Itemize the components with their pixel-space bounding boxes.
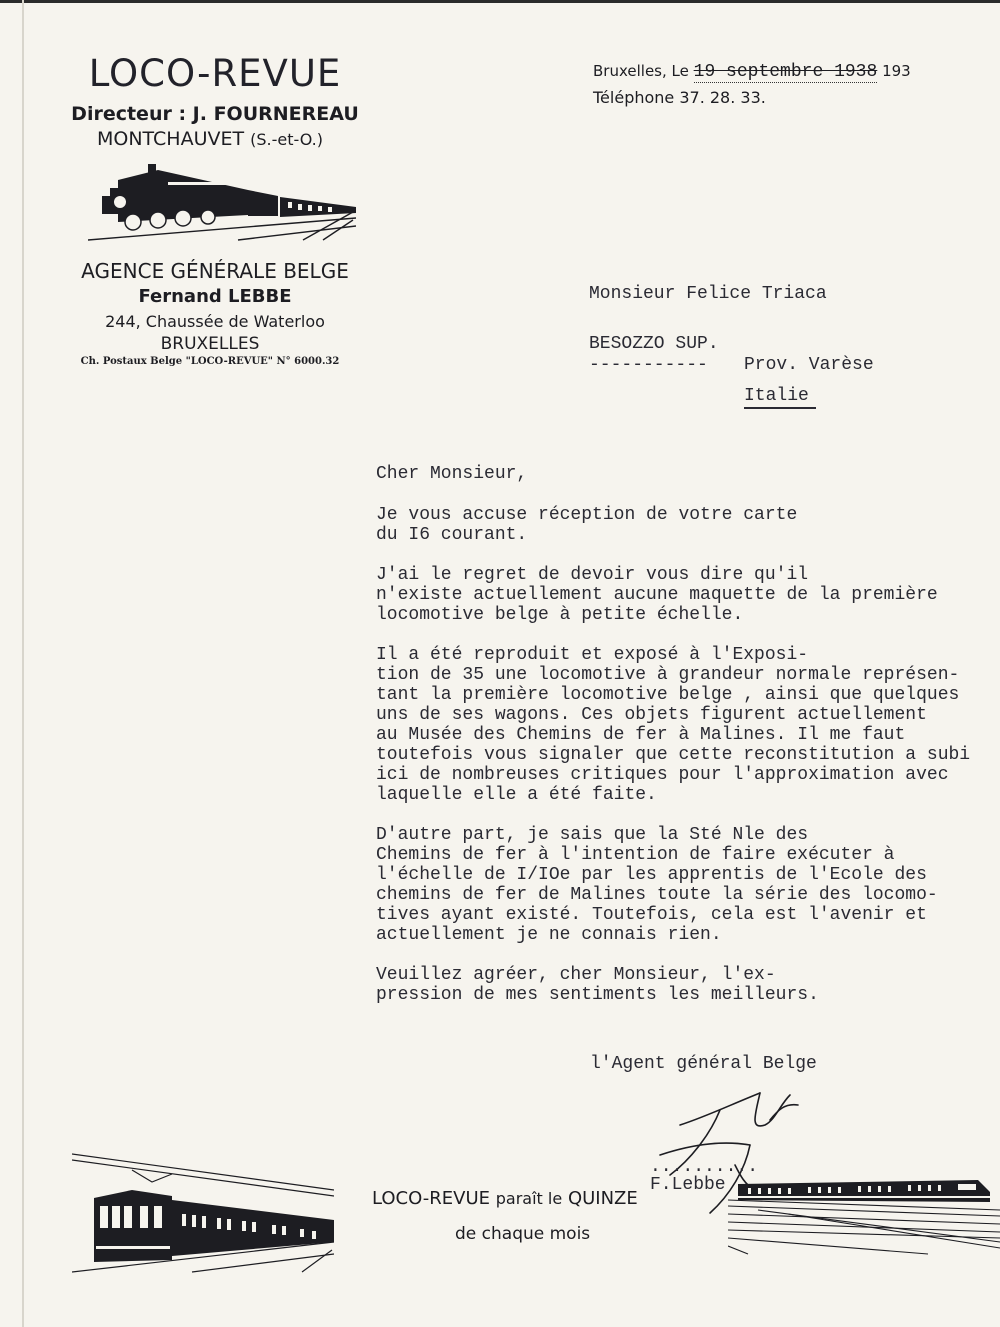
- salutation: Cher Monsieur,: [376, 464, 528, 484]
- closing-title: l'Agent général Belge: [590, 1054, 817, 1074]
- signature-dots: ..........: [650, 1157, 759, 1177]
- letterhead-director: Directeur : J. FOURNEREAU: [71, 103, 359, 125]
- body-line: J'ai le regret de devoir vous dire qu'il: [376, 565, 809, 585]
- postal-account: Ch. Postaux Belge "LOCO-REVUE" N° 6000.32: [80, 356, 340, 367]
- signature-name: F.Lebbe: [650, 1175, 726, 1195]
- electric-train-illustration: [72, 1150, 334, 1275]
- typed-date: 19 septembre 1938: [693, 62, 878, 82]
- body-line: ici de nombreuses critiques pour l'approximation avec: [376, 765, 949, 785]
- page-edge: [22, 0, 24, 1327]
- recipient-province: Prov. Varèse: [744, 355, 874, 375]
- body-line: laquelle elle a été faite.: [376, 785, 657, 805]
- agency-city: BRUXELLES: [160, 334, 260, 354]
- body-line: l'échelle de I/IOe par les apprentis de l'Ecole des: [376, 865, 927, 885]
- body-line: Chemins de fer à l'intention de faire exécuter à: [376, 845, 895, 865]
- body-line: actuellement je ne connais rien.: [376, 925, 722, 945]
- body-line: du I6 courant.: [376, 525, 528, 545]
- footer-publication-line: [372, 1188, 638, 1209]
- body-line: tant la première locomotive belge , ainsi que quelques: [376, 685, 960, 705]
- body-line: Il a été reproduit et exposé à l'Exposi-: [376, 645, 809, 665]
- recipient-name: Monsieur Felice Triaca: [589, 284, 827, 304]
- phone-number: Téléphone 37. 28. 33.: [593, 88, 766, 107]
- train-on-tracks-illustration: [728, 1170, 1000, 1255]
- footer-brand: LOCO-REVUE: [372, 1188, 491, 1209]
- agency-agent-name: Fernand LEBBE: [138, 286, 292, 307]
- body-line: locomotive belge à petite échelle.: [376, 605, 744, 625]
- footer-quinze: QUINZE: [567, 1188, 638, 1209]
- body-line: Veuillez agréer, cher Monsieur, l'ex-: [376, 965, 776, 985]
- date-prefix: Bruxelles, Le: [593, 62, 689, 80]
- body-line: tion de 35 une locomotive à grandeur normale représen-: [376, 665, 960, 685]
- agency-title: AGENCE GÉNÉRALE BELGE: [81, 259, 349, 283]
- body-line: tives ayant existé. Toutefois, cela est l'avenir et: [376, 905, 927, 925]
- steam-locomotive-illustration: [88, 160, 356, 245]
- body-line: toutefois vous signaler que cette reconstitution a subi: [376, 745, 971, 765]
- town-name: MONTCHAUVET: [96, 128, 245, 150]
- body-line: n'existe actuellement aucune maquette de la première: [376, 585, 938, 605]
- body-line: D'autre part, je sais que la Sté Nle des: [376, 825, 809, 845]
- recipient-town: BESOZZO SUP.: [589, 334, 719, 354]
- letterhead-town: [0, 128, 420, 150]
- recipient-country: Italie: [744, 386, 809, 406]
- date-field: [694, 62, 878, 83]
- body-line: uns de ses wagons. Ces objets figurent actuellement: [376, 705, 927, 725]
- agency-street: 244, Chaussée de Waterloo: [105, 312, 325, 331]
- department: (S.-et-O.): [250, 130, 324, 149]
- body-line: pression de mes sentiments les meilleurs.: [376, 985, 819, 1005]
- country-underline: [744, 407, 816, 409]
- top-border: [0, 0, 1000, 3]
- body-line: chemins de fer de Malines toute la série des locomo-: [376, 885, 938, 905]
- letterhead-title: LOCO-REVUE: [88, 52, 342, 95]
- body-line: Je vous accuse réception de votre carte: [376, 505, 798, 525]
- footer-month-line: de chaque mois: [455, 1224, 591, 1244]
- date-year-suffix: 193: [882, 62, 911, 80]
- body-line: au Musée des Chemins de fer à Malines. Il me faut: [376, 725, 906, 745]
- footer-parait: paraît le: [495, 1189, 563, 1208]
- recipient-dashes: -----------: [589, 355, 708, 375]
- date-line: [593, 62, 911, 83]
